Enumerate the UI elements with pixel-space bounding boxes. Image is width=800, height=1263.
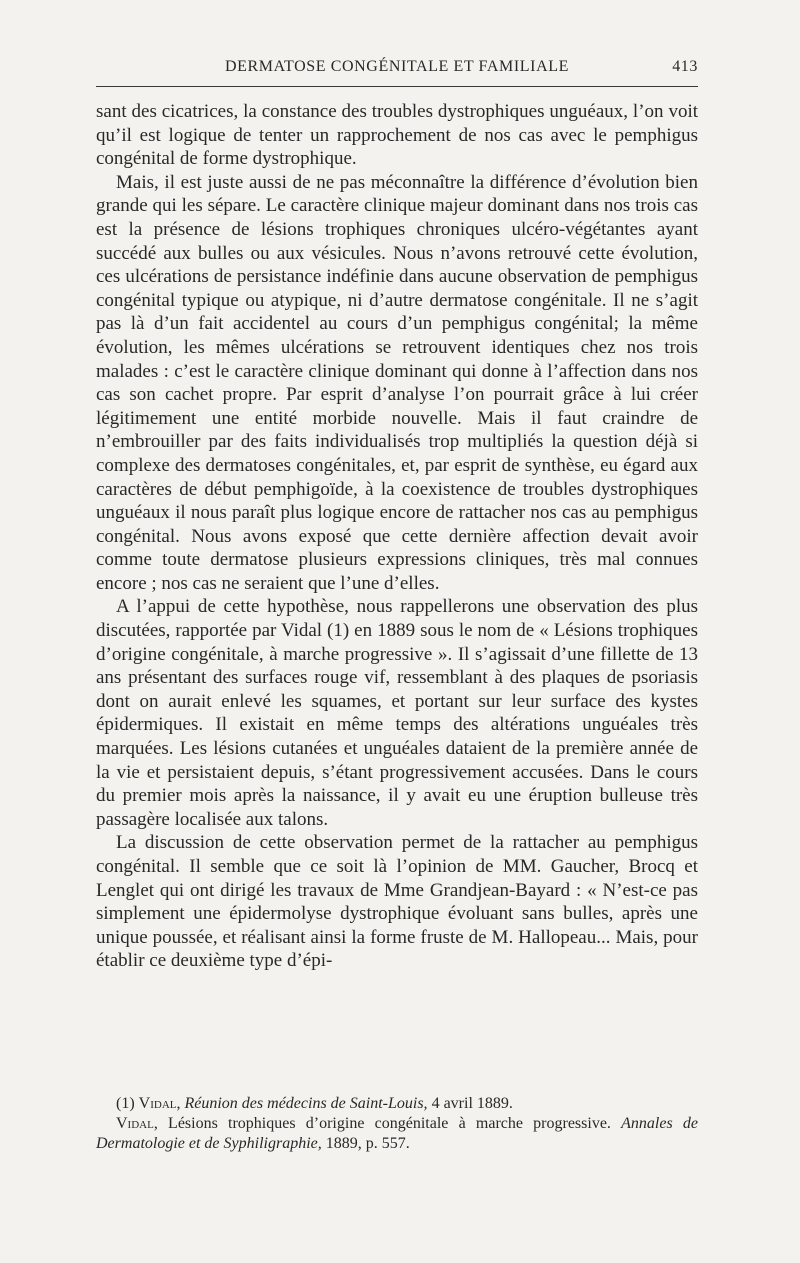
footnotes	[96, 1094, 698, 1154]
page-number: 413	[672, 58, 698, 75]
paragraph-3: A l’appui de cette hypothèse, nous rappellerons une observation des plus discutées, rapportée par Vidal (1) en 1889 sous le nom de « Lésions trophiques d’origine congénitale, à marche progressive ». Il s’agissait d’une fillette de 13 ans présentant des surfaces rouge vif, ressemblant à des plaques de psoriasis dont on aurait enlevé les squames, et portant sur leur surface des kystes épidermiques. Il existait en même temps des altérations unguéales très marquées. Les lésions cutanées et unguéales dataient de la première année de la vie et persistaient depuis, s’étant progressivement accusées. Dans le cours du premier mois après la naissance, il y avait eu une éruption bulleuse très passagère localisée aux talons.	[96, 596, 698, 830]
footnote-marker: (1)	[116, 1095, 135, 1112]
footnote-author: Vidal,	[138, 1095, 181, 1112]
footnote-2	[96, 1114, 698, 1154]
footnote-1	[96, 1094, 698, 1114]
paragraph-4: La discussion de cette observation permet de la rattacher au pemphigus congénital. Il semble que ce soit là l’opinion de MM. Gaucher, Brocq et Lenglet qui ont dirigé les travaux de Mme Grandjean-Bayard : « N’est-ce pas simplement une épidermolyse dystrophique évoluant sans bulles, après une unique poussée, et réalisant ainsi la forme fruste de M. Hallopeau... Mais, pour établir ce deuxième type d’épi-	[96, 832, 698, 972]
footnote-journal: Annales de Dermatologie et de Syphiligraphie,	[96, 1115, 699, 1152]
footnote-author: Vidal,	[116, 1115, 158, 1132]
paragraph-1: sant des cicatrices, la constance des troubles dystrophiques unguéaux, l’on voit qu’il est logique de tenter un rapprochement de nos cas avec le pemphigus congénital de forme dystrophique.	[96, 101, 698, 170]
paragraph-2: Mais, il est juste aussi de ne pas méconnaître la différence d’évolution bien grande qui les sépare. Le caractère clinique majeur dominant dans nos trois cas est la présence de lésions trophiques chroniques ulcéro-végétantes ayant succédé aux bulles ou aux vésicules. Nous n’avons retrouvé cette évolution, ces ulcérations de persistance indéfinie dans aucune observation de pemphigus congénital typique ou atypique, ni d’autre dermatose congénitale. Il ne s’agit pas là d’un fait accidentel au cours d’un pemphigus congénital; la même évolution, les mêmes ulcérations se retrouvent identiques chez nos trois malades : c’est le caractère clinique dominant qui donne à l’affection dans nos cas son cachet propre. Par esprit d’analyse l’on pourrait grâce à lui créer légitimement une entité morbide nouvelle. Mais il faut craindre de n’embrouiller par des faits individualisés trop multipliés la question déjà si complexe des dermatoses congénitales, et, par esprit de synthèse, eu égard aux caractères de début pemphigoïde, à la coexistence de troubles dystrophiques unguéaux il nous paraît plus logique encore de rattacher nos cas au pemphigus congénital. Nous avons exposé que cette dernière affection devait avoir comme toute dermatose plusieurs expressions cliniques, très mal connues encore ; nos cas ne seraient que l’une d’elles.	[96, 171, 698, 594]
footnote-title: Réunion des médecins de Saint-Louis,	[184, 1095, 428, 1112]
header-rule	[96, 86, 698, 87]
body-text	[96, 100, 698, 973]
running-title: DERMATOSE CONGÉNITALE ET FAMILIALE	[225, 58, 569, 75]
footnote-text: Lésions trophiques d’origine congénitale à marche progressive.	[168, 1115, 611, 1132]
footnote-date: 4 avril 1889.	[431, 1095, 513, 1112]
footnote-reference: 1889, p. 557.	[325, 1135, 410, 1152]
running-header	[96, 58, 698, 82]
